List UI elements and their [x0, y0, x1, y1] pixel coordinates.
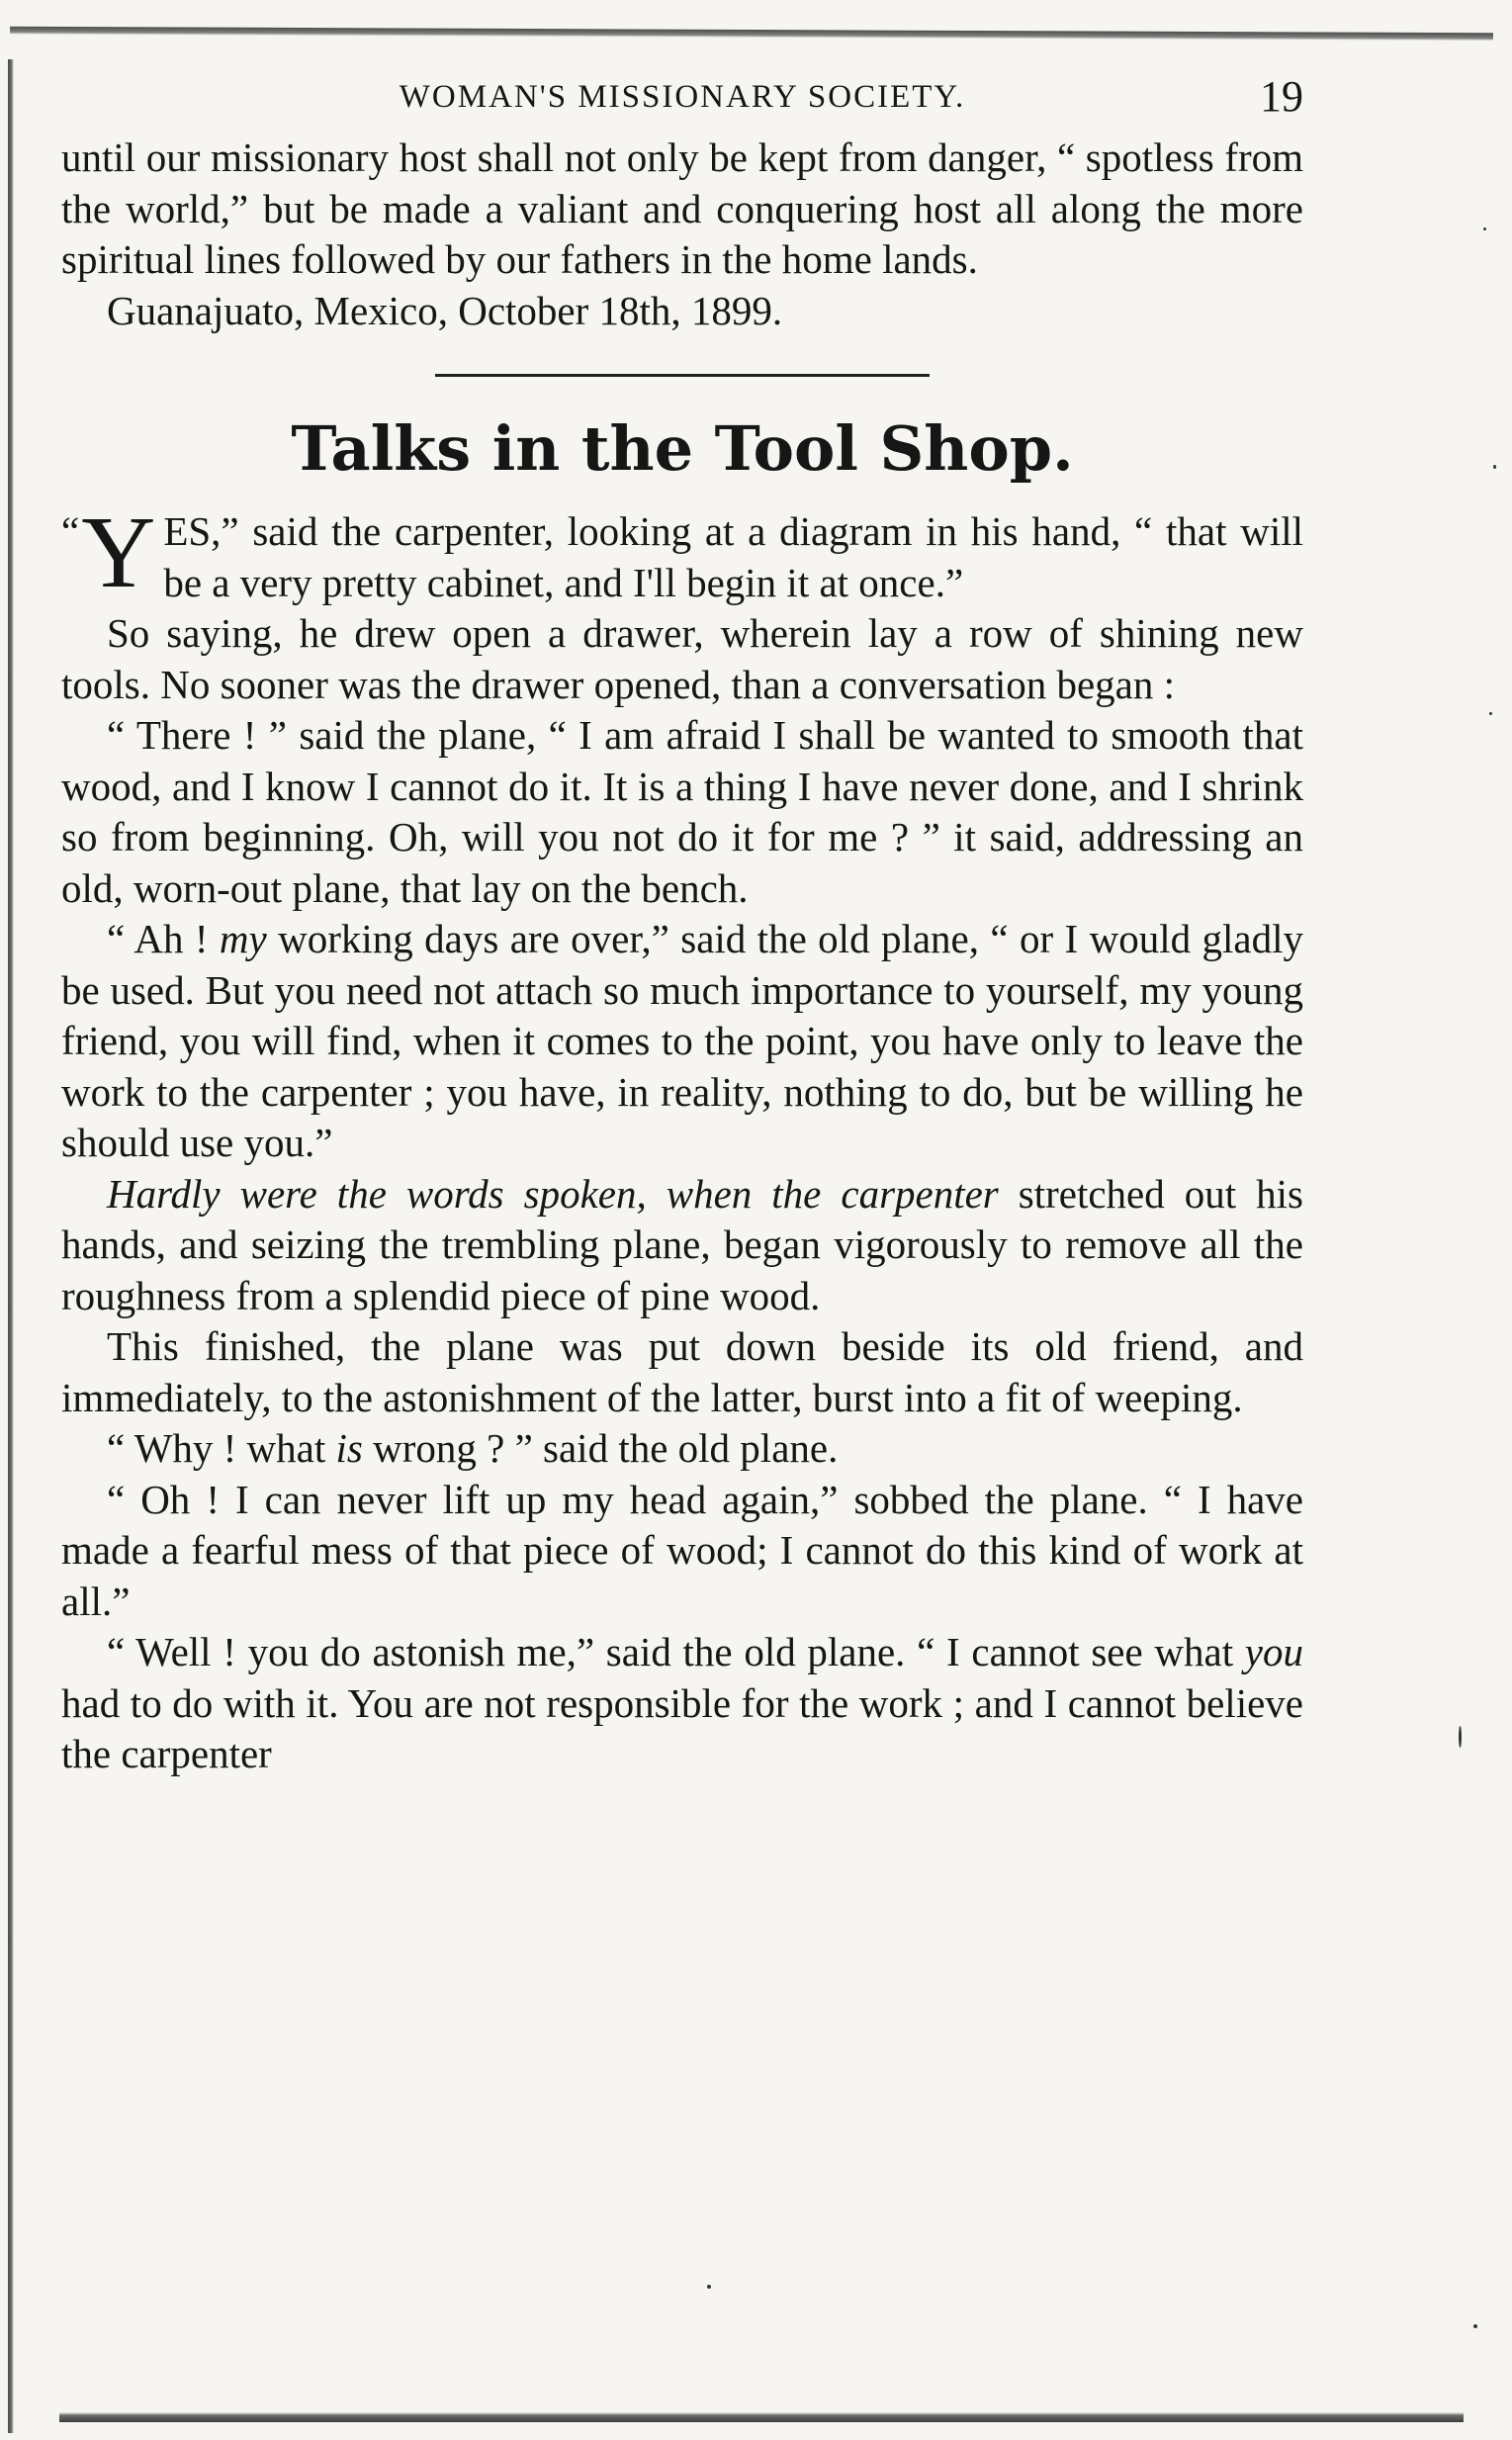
section-rule — [435, 374, 930, 377]
continuation-paragraph: until our missionary host shall not only be kept from danger, “ spotless from the world,” but be made a valiant and conquering host all along the more spiritual lines followed by our fathers in the home lands. — [61, 135, 1303, 282]
paragraph — [61, 914, 1303, 1169]
page-number: 19 — [1260, 72, 1303, 121]
text-block — [61, 69, 1303, 1780]
paragraph — [61, 1169, 1303, 1322]
opening-quote: “ — [61, 508, 80, 554]
running-title: WOMAN'S MISSIONARY SOCIETY. — [399, 79, 966, 115]
text-run: wrong ? ” said the old plane. — [362, 1425, 839, 1471]
running-header — [61, 69, 1303, 133]
paragraph — [61, 1423, 1303, 1475]
paragraph: “ There ! ” said the plane, “ I am afraid I shall be wanted to smooth that wood, and I know I cannot do it. It is a thing I have never done, and I shrink so from beginning. Oh, will you not do it for me ? ” it said, addressing an old, worn-out plane, that lay on the bench. — [61, 712, 1303, 911]
opening-paragraph — [61, 496, 1303, 609]
emphasis: my — [219, 916, 267, 961]
text-run: “ Ah ! — [107, 916, 220, 961]
text-run: had to do with it. You are not responsible for the work ; and I cannot believe the carpenter — [61, 1679, 1303, 1776]
text-run: “ Why ! what — [107, 1425, 336, 1471]
emphasis: Hardly were the words spoken, when the carpenter — [107, 1170, 999, 1217]
paragraph: So saying, he drew open a drawer, wherein lay a row of shining new tools. No sooner was the drawer opened, than a conversation began : — [61, 610, 1303, 707]
paragraph — [61, 1627, 1303, 1780]
text-run: stretched out his hands, and seizing the trembling plane, began vigorously to remove all the roughness from a splendid piece of pine wood. — [61, 1170, 1303, 1318]
emphasis: is — [335, 1425, 363, 1471]
article-title: Talks in the Tool Shop. — [291, 412, 1074, 485]
emphasis: you — [1244, 1629, 1303, 1674]
page-top-edge — [10, 27, 1493, 42]
page-left-edge — [8, 59, 14, 2433]
paragraph: “ Oh ! I can never lift up my head again,” sobbed the plane. “ I have made a fearful mess of that piece of wood; I cannot do this kind of work at all.” — [61, 1476, 1303, 1624]
drop-cap: Y — [81, 496, 156, 609]
text-run: working days are over,” said the old plane, “ or I would gladly be used. But you need not attach so much importance to yourself, my young friend, you will find, when it comes to the point, you have only to leave the work to the carpenter ; you have, in reality, nothing to do, but be willing he should use you.” — [61, 916, 1303, 1165]
dateline: Guanajuato, Mexico, October 18th, 1899. — [107, 287, 783, 333]
page-bottom-edge — [59, 2412, 1464, 2422]
paragraph: This finished, the plane was put down beside its old friend, and immediately, to the astonishment of the latter, burst into a fit of weeping. — [61, 1323, 1303, 1420]
opening-text: ES,” said the carpenter, looking at a diagram in his hand, “ that will be a very pretty cabinet, and I'll begin it at once.” — [163, 508, 1303, 605]
text-run: “ Well ! you do astonish me,” said the old plane. “ I cannot see what — [107, 1629, 1245, 1674]
